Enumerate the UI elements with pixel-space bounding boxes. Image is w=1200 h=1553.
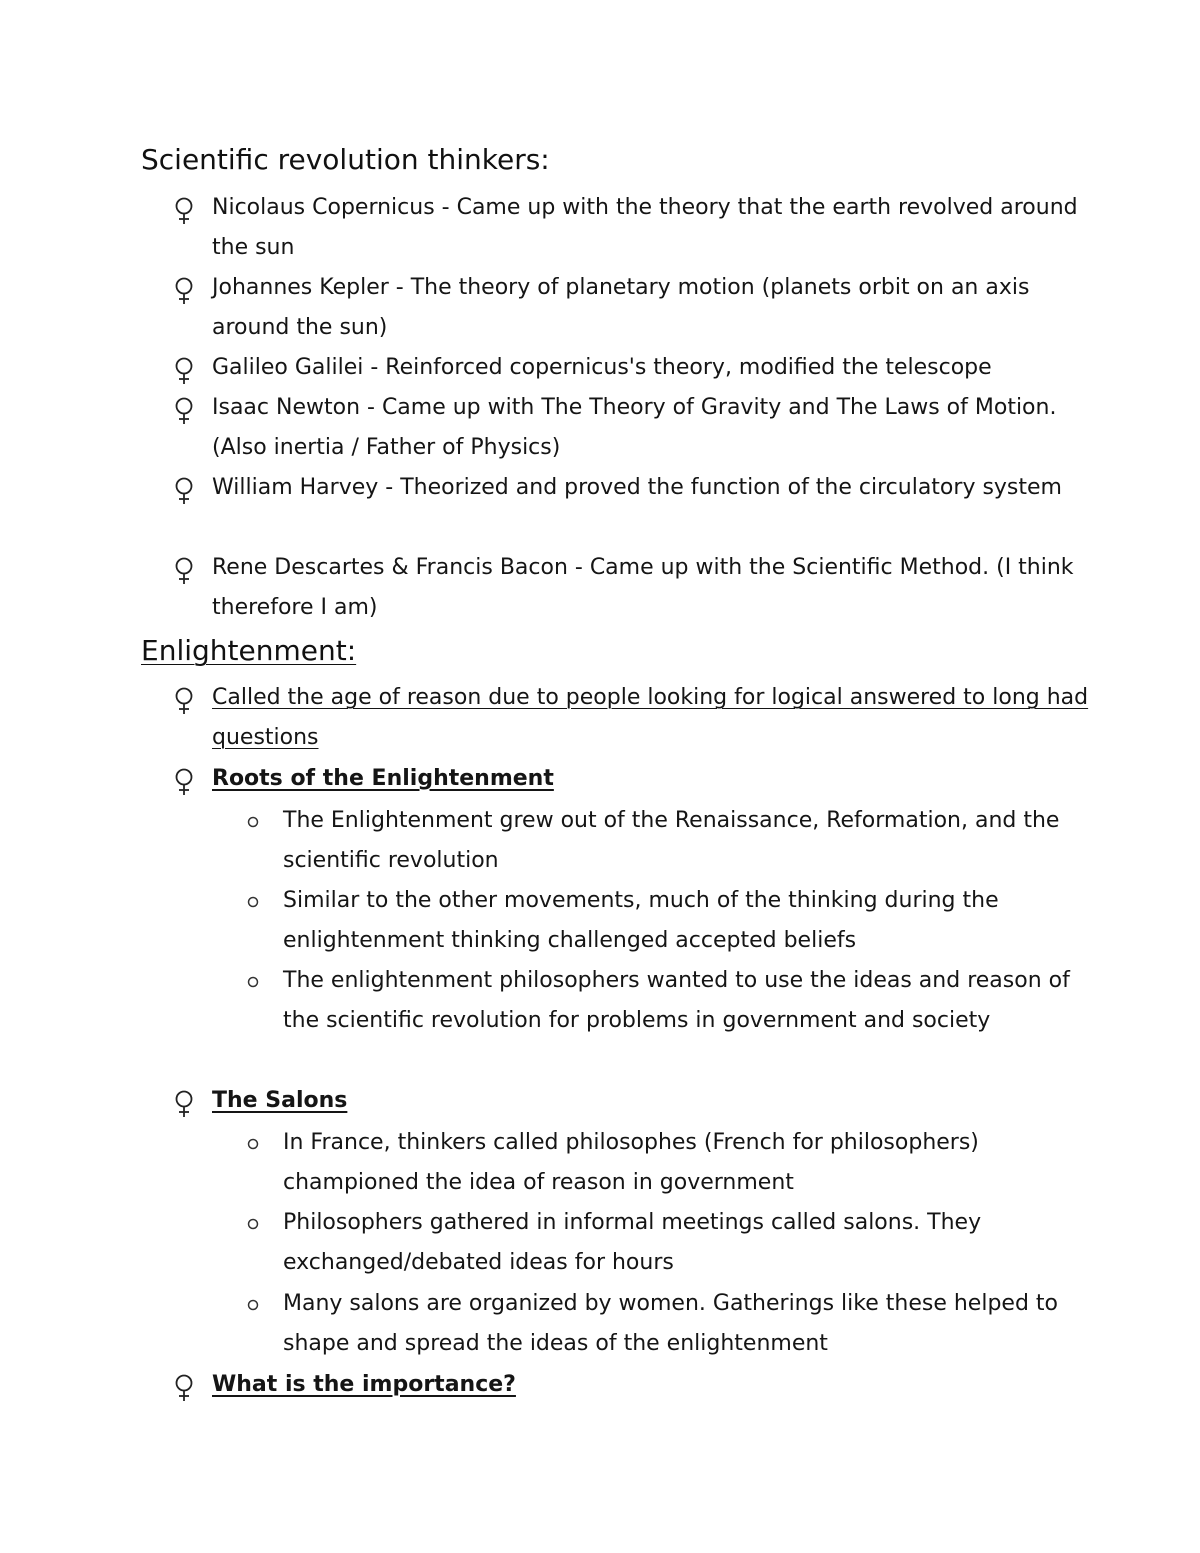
female-sign-bullet-icon bbox=[172, 196, 196, 226]
subheading-roots bbox=[212, 759, 1092, 799]
list-item-roots-2: Similar to the other movements, much of the thinking during the enlightenment thinking challenged accepted beliefs bbox=[283, 888, 999, 953]
list-item-salons-2: Philosophers gathered in informal meetings called salons. They exchanged/debated ideas for hours bbox=[283, 1210, 982, 1275]
circle-bullet-icon bbox=[246, 895, 260, 909]
female-sign-bullet-icon bbox=[172, 686, 196, 716]
list-item-newton: Isaac Newton - Came up with The Theory of Gravity and The Laws of Motion. (Also inertia / Father of Physics) bbox=[212, 395, 1057, 460]
section-heading-enlightenment-text: Enlightenment: bbox=[141, 634, 357, 667]
list-item-kepler: Johannes Kepler - The theory of planetary motion (planets orbit on an axis around the sun) bbox=[212, 275, 1030, 340]
list-item-galileo: Galileo Galilei - Reinforced copernicus's theory, modified the telescope bbox=[212, 355, 992, 380]
female-sign-bullet-icon bbox=[172, 276, 196, 306]
list-item-copernicus: Nicolaus Copernicus - Came up with the theory that the earth revolved around the sun bbox=[212, 195, 1078, 260]
age-of-reason-text: Called the age of reason due to people looking for logical answered to long had questions bbox=[212, 685, 1089, 750]
subheading-roots-text: Roots of the Enlightenment bbox=[212, 766, 554, 791]
circle-bullet-icon bbox=[246, 1137, 260, 1151]
female-sign-bullet-icon bbox=[172, 356, 196, 386]
circle-bullet-icon bbox=[246, 1298, 260, 1312]
list-item-salons-1: In France, thinkers called philosophes (French for philosophers) championed the idea of reason in government bbox=[283, 1130, 979, 1195]
female-sign-bullet-icon bbox=[172, 476, 196, 506]
female-sign-bullet-icon bbox=[172, 556, 196, 586]
section-heading-scientific-revolution: Scientific revolution thinkers: bbox=[141, 143, 550, 176]
subheading-importance-text: What is the importance? bbox=[212, 1372, 516, 1397]
circle-bullet-icon bbox=[246, 1217, 260, 1231]
circle-bullet-icon bbox=[246, 975, 260, 989]
list-item-roots-3: The enlightenment philosophers wanted to use the ideas and reason of the scientific revolution for problems in government and society bbox=[283, 968, 1070, 1033]
list-item-age-of-reason bbox=[212, 678, 1092, 758]
circle-bullet-icon bbox=[246, 815, 260, 829]
list-item-roots-1: The Enlightenment grew out of the Renaissance, Reformation, and the scientific revolution bbox=[283, 808, 1060, 873]
female-sign-bullet-icon bbox=[172, 1373, 196, 1403]
female-sign-bullet-icon bbox=[172, 1089, 196, 1119]
subheading-salons bbox=[212, 1081, 1092, 1121]
subheading-importance bbox=[212, 1365, 1092, 1405]
female-sign-bullet-icon bbox=[172, 396, 196, 426]
list-item-salons-3: Many salons are organized by women. Gatherings like these helped to shape and spread the ideas of the enlightenment bbox=[283, 1291, 1058, 1356]
list-item-harvey: William Harvey - Theorized and proved the function of the circulatory system bbox=[212, 475, 1062, 500]
subheading-salons-text: The Salons bbox=[212, 1088, 348, 1113]
section-heading-enlightenment bbox=[141, 633, 356, 669]
female-sign-bullet-icon bbox=[172, 767, 196, 797]
list-item-descartes-bacon: Rene Descartes & Francis Bacon - Came up with the Scientific Method. (I think therefore I am) bbox=[212, 555, 1074, 620]
